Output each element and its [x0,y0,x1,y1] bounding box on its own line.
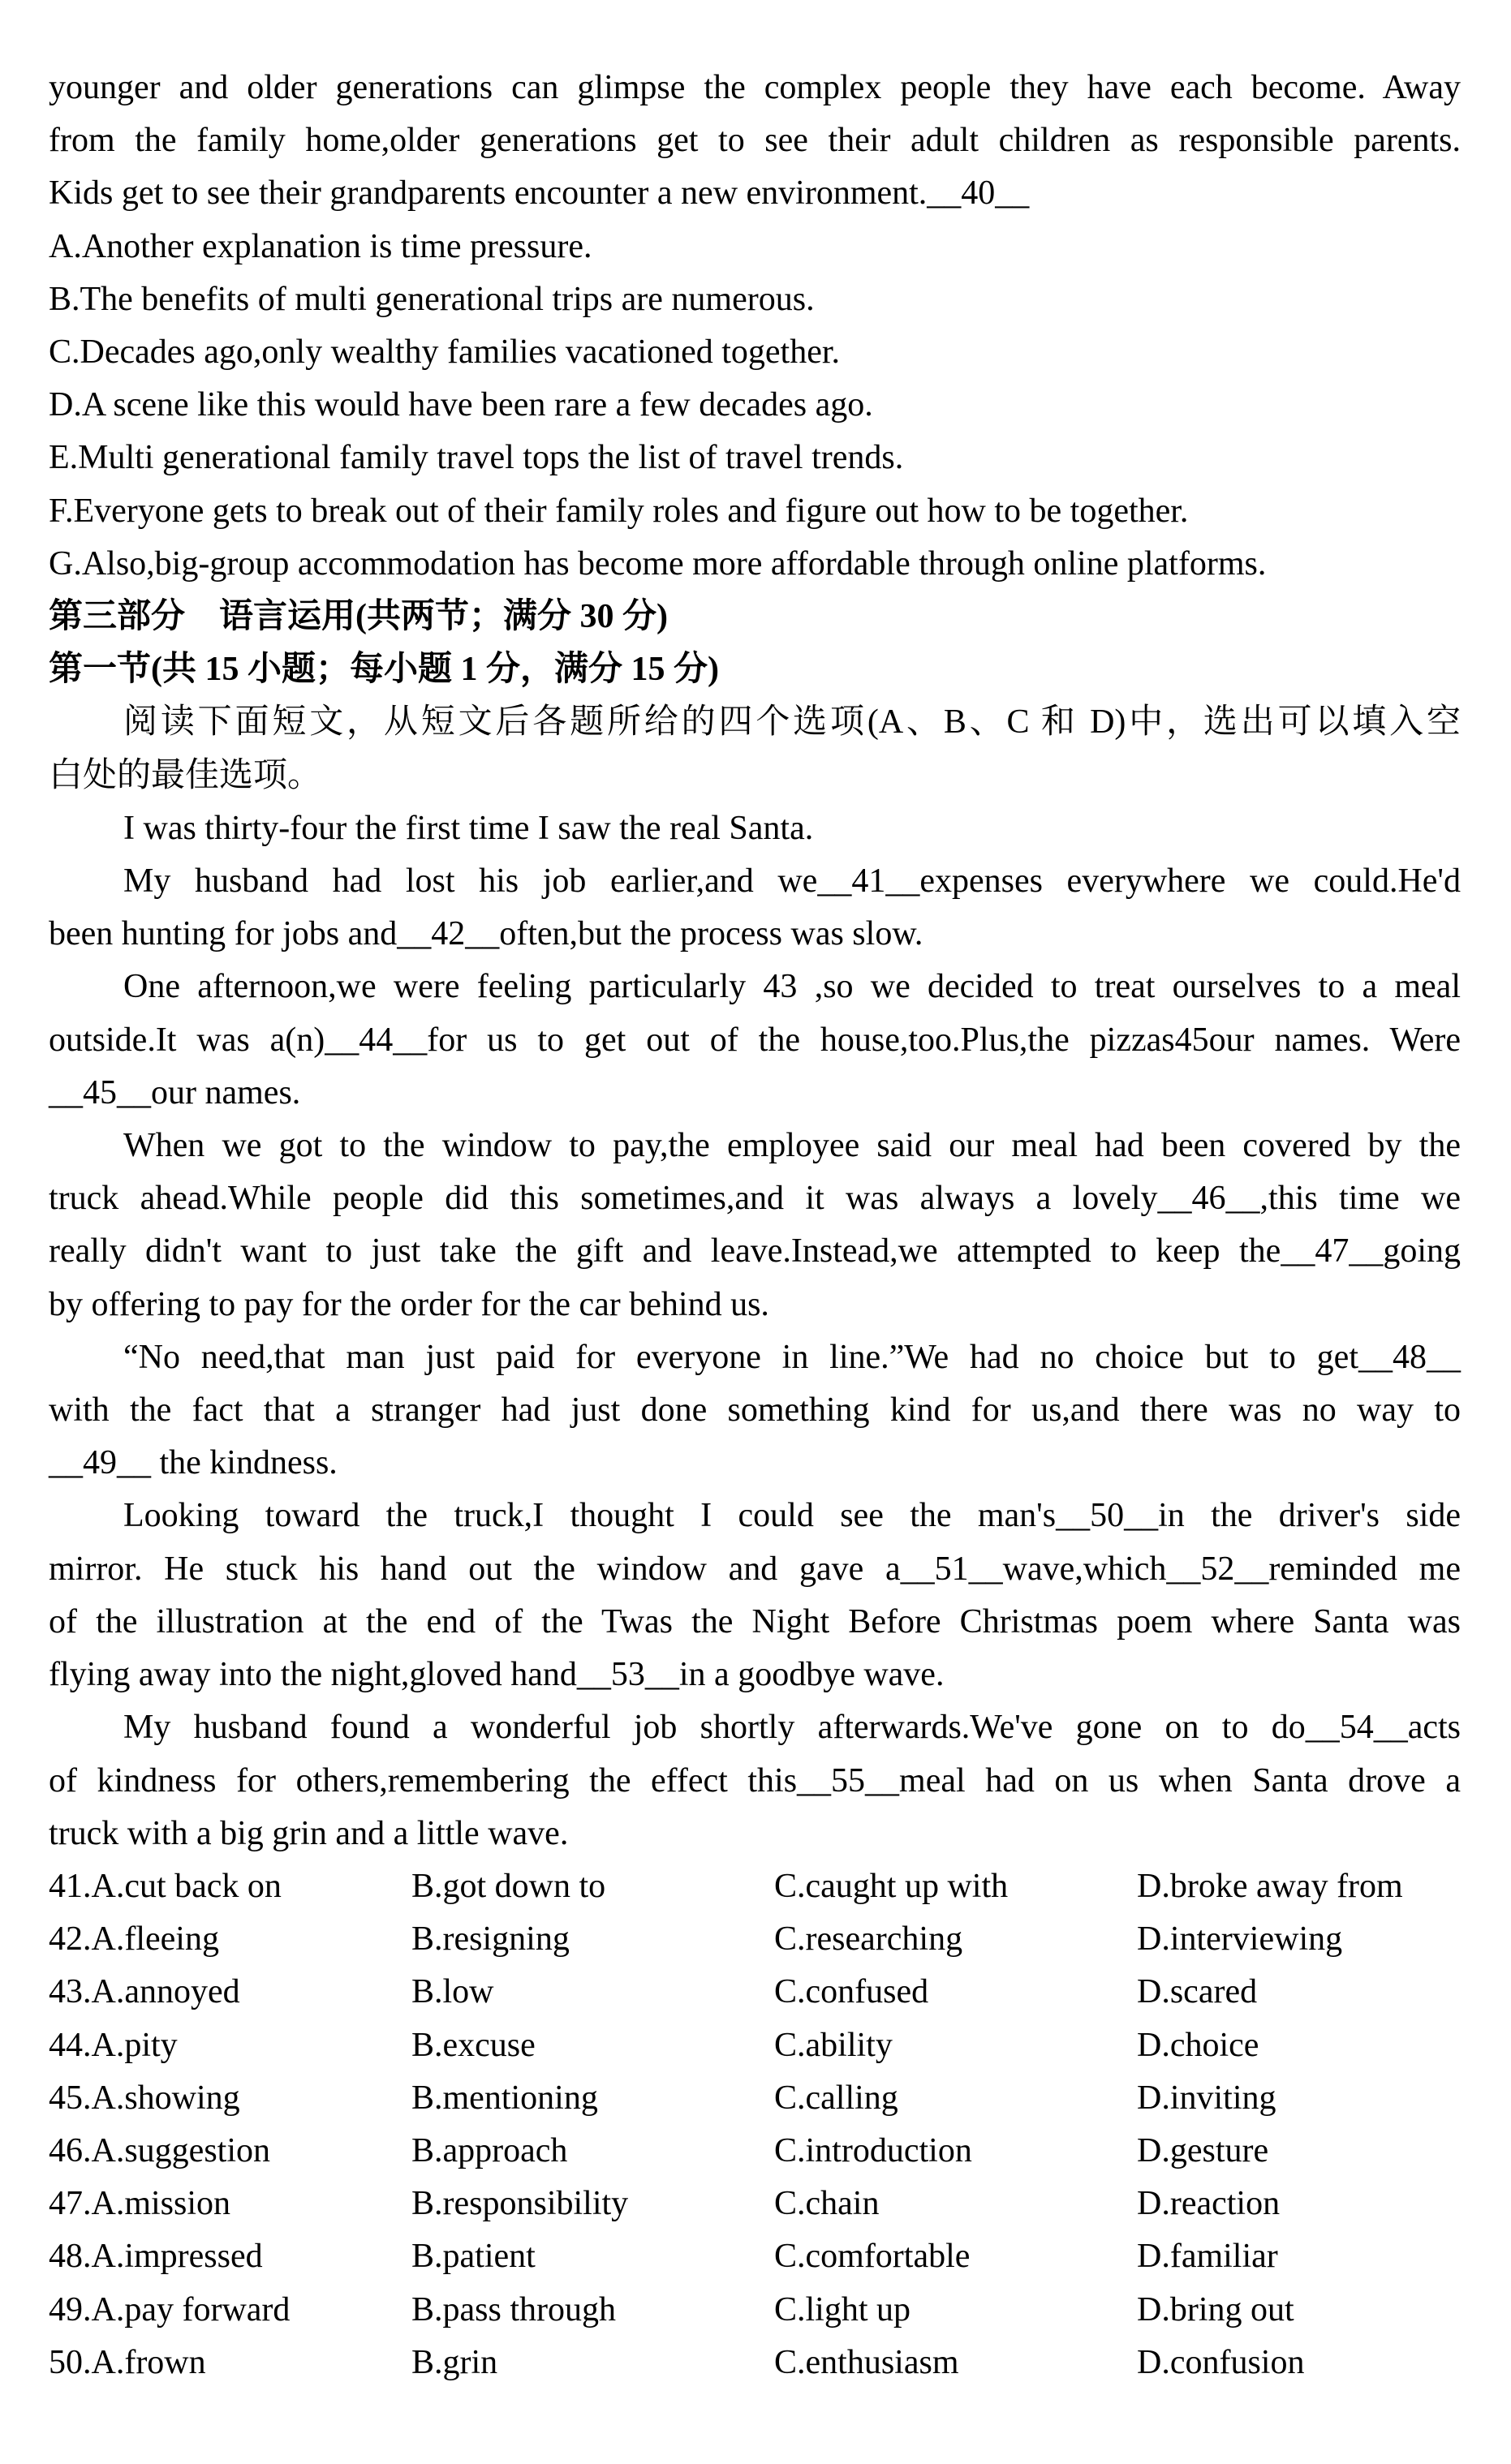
story-line: My husband found a wonderful job shortly afterwards.We've gone on to do__54__acts [123,1709,1461,1747]
story-line: When we got to the window to pay,the employee said our meal had been covered by the [123,1127,1461,1165]
option-a: 44.A.pity [49,2026,178,2064]
story-passage [49,802,1461,1860]
section-heading: 第一节(共 15 小题；每小题 1 分，满分 15 分) [49,651,719,689]
story-line: of the illustration at the end of the Twas the Night Before Christmas poem where Santa was [49,1602,1461,1641]
option-c: C.calling [774,2079,898,2117]
seven-options-list [49,221,1461,591]
story-line: __49__ the kindness. [49,1444,338,1482]
story-line: My husband had lost his job earlier,and we__41__expenses everywhere we could.He'd [123,862,1461,901]
option-a: 50.A.frown [49,2343,206,2381]
option-item: C.Decades ago,only wealthy families vacationed together. [49,333,841,372]
question-row [49,2337,1461,2389]
option-b: B.resigning [411,1920,570,1959]
option-d: D.broke away from [1137,1867,1403,1905]
story-line: by offering to pay for the order for the car behind us. [49,1285,769,1323]
option-c: C.light up [774,2290,911,2329]
passage-line: Kids get to see their grandparents encounter a new environment.__40__ [49,174,1030,213]
instruction-text: 阅读下面短文，从短文后各题所给的四个选项(A、B、C 和 D)中，选出可以填入空 [123,703,1461,742]
option-c: C.comfortable [774,2238,971,2276]
story-line: really didn't want to just take the gift and leave.Instead,we attempted to keep the__47__going [49,1232,1461,1271]
option-c: C.ability [774,2026,893,2064]
story-line: outside.It was a(n)__44__for us to get out of the house,too.Plus,the pizzas45our names. Were [49,1021,1461,1059]
option-d: D.confusion [1137,2343,1305,2381]
question-row [49,2230,1461,2283]
option-b: B.responsibility [411,2185,629,2223]
option-c: C.caught up with [774,1867,1009,1905]
option-d: D.choice [1137,2026,1259,2064]
question-options [49,1860,1461,2389]
option-d: D.inviting [1137,2079,1276,2117]
question-row [49,1966,1461,2019]
story-line: __45__our names. [49,1073,301,1112]
question-row [49,1860,1461,1913]
option-a: 41.A.cut back on [49,1867,282,1905]
passage-line: from the family home,older generations get to see their adult children as responsible parents. [49,122,1461,160]
option-d: D.familiar [1137,2238,1278,2276]
option-c: C.researching [774,1920,963,1959]
question-row [49,1913,1461,1966]
part-heading: 第三部分 语言运用(共两节；满分 30 分) [49,598,668,636]
option-d: D.bring out [1137,2290,1294,2329]
option-a: 45.A.showing [49,2079,240,2117]
instruction-text: 白处的最佳选项。 [49,756,322,794]
passage-line: younger and older generations can glimpse the complex people they have each become. Away [49,69,1461,106]
story-line: with the fact that a stranger had just done something kind for us,and there was no way to [49,1391,1461,1430]
option-a: 46.A.suggestion [49,2131,270,2169]
question-row [49,2019,1461,2072]
option-item: B.The benefits of multi generational trips are numerous. [49,280,815,318]
option-c: C.enthusiasm [774,2343,959,2381]
question-row [49,2284,1461,2337]
story-line: flying away into the night,gloved hand__53__in a goodbye wave. [49,1656,945,1694]
option-b: B.pass through [411,2290,616,2329]
passage-top [49,62,1461,221]
option-b: B.patient [411,2238,536,2276]
option-b: B.grin [411,2343,498,2381]
story-line: truck with a big grin and a little wave. [49,1814,569,1852]
story-line: I was thirty-four the first time I saw the real Santa. [123,809,814,847]
question-row [49,2072,1461,2125]
exam-page [49,62,1461,2389]
option-item: D.A scene like this would have been rare a few decades ago. [49,386,873,424]
story-line: “No need,that man just paid for everyone in line.”We had no choice but to get__48__ [123,1338,1461,1376]
option-d: D.scared [1137,1973,1258,2011]
option-a: 48.A.impressed [49,2238,263,2276]
option-a: 42.A.fleeing [49,1920,219,1959]
option-a: 43.A.annoyed [49,1973,240,2011]
option-b: B.excuse [411,2026,536,2064]
option-c: C.introduction [774,2131,972,2169]
story-line: truck ahead.While people did this sometimes,and it was always a lovely__46__,this time we [49,1180,1461,1218]
option-item: F.Everyone gets to break out of their family roles and figure out how to be together. [49,492,1189,530]
option-item: A.Another explanation is time pressure. [49,227,592,265]
option-b: B.approach [411,2131,568,2169]
option-d: D.interviewing [1137,1920,1343,1959]
option-d: D.reaction [1137,2185,1281,2223]
option-d: D.gesture [1137,2131,1269,2169]
option-item: G.Also,big-group accommodation has become more affordable through online platforms. [49,544,1267,583]
story-line: Looking toward the truck,I thought I could see the man's__50__in the driver's side [123,1497,1461,1535]
option-c: C.confused [774,1973,929,2011]
question-row [49,2178,1461,2230]
option-item: E.Multi generational family travel tops the list of travel trends. [49,439,904,477]
option-b: B.low [411,1973,494,2011]
option-c: C.chain [774,2185,880,2223]
story-line: mirror. He stuck his hand out the window and gave a__51__wave,which__52__reminded me [49,1550,1461,1588]
story-line: been hunting for jobs and__42__often,but the process was slow. [49,915,923,953]
story-line: of kindness for others,remembering the effect this__55__meal had on us when Santa drove a [49,1761,1461,1800]
option-b: B.got down to [411,1867,606,1905]
story-line: One afternoon,we were feeling particularly 43 ,so we decided to treat ourselves to a meal [123,968,1461,1006]
option-b: B.mentioning [411,2079,598,2117]
option-a: 47.A.mission [49,2185,231,2223]
option-a: 49.A.pay forward [49,2290,291,2329]
question-row [49,2125,1461,2178]
